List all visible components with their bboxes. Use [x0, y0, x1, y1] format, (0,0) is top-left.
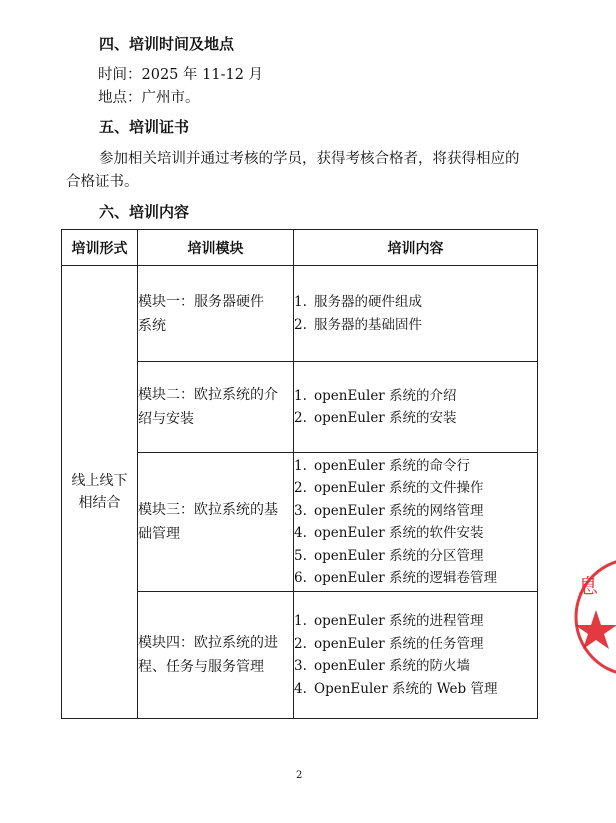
module-2-content	[294, 362, 538, 453]
module-4-content	[294, 592, 538, 719]
training-content-table	[61, 229, 538, 719]
module-1-name-line-2: 系统	[138, 317, 166, 334]
list-item	[294, 455, 537, 478]
training-form-cell	[62, 266, 138, 719]
module-3-content	[294, 453, 538, 592]
list-item	[294, 385, 537, 408]
list-item	[294, 291, 537, 314]
list-item	[294, 477, 537, 500]
module-3-name-line-2: 础管理	[138, 526, 180, 542]
list-item	[294, 500, 537, 523]
module-4-name	[138, 592, 294, 719]
item-number: 2.	[294, 635, 307, 652]
module-4-name-line-2: 程、任务与服务管理	[138, 659, 264, 675]
list-item	[294, 655, 537, 678]
item-text: openEuler 系统的任务管理	[314, 635, 484, 652]
item-text: 服务器的基础固件	[314, 316, 422, 333]
list-item	[294, 407, 537, 430]
item-text: 服务器的硬件组成	[314, 294, 422, 310]
item-number: 6.	[294, 570, 307, 586]
list-item	[294, 678, 537, 701]
module-4-name-line-1: 模块四：欧拉系统的进	[138, 635, 278, 651]
item-text: openEuler 系统的网络管理	[314, 502, 484, 519]
header-training-module: 培训模块	[138, 230, 294, 266]
module-2-name-line-1: 模块二：欧拉系统的介	[138, 387, 278, 403]
item-number: 2.	[294, 316, 307, 333]
certificate-text-line-1: 参加相关培训并通过考核的学员，获得考核合格者，将获得相应的	[99, 151, 520, 167]
seal-text: 息	[578, 574, 598, 598]
page-number: 2	[296, 770, 303, 781]
section-heading-certificate: 五、培训证书	[99, 118, 190, 136]
module-1-name-line-1: 模块一：服务器硬件	[138, 293, 264, 310]
item-text: openEuler 系统的进程管理	[314, 613, 484, 629]
item-text: openEuler 系统的软件安装	[314, 525, 484, 541]
item-number: 4.	[294, 680, 307, 697]
item-text: openEuler 系统的防火墙	[314, 658, 471, 674]
module-2-name-line-2: 绍与安装	[138, 411, 194, 427]
module-3-name	[138, 453, 294, 592]
item-text: OpenEuler 系统的 Web 管理	[314, 680, 498, 697]
item-text: openEuler 系统的文件操作	[314, 480, 484, 496]
item-number: 1.	[294, 457, 307, 474]
official-seal-stamp	[572, 555, 616, 685]
item-text: openEuler 系统的命令行	[314, 457, 471, 474]
item-text: openEuler 系统的安装	[314, 410, 457, 426]
list-item	[294, 314, 537, 337]
section-heading-time-place: 四、培训时间及地点	[99, 35, 235, 53]
item-text: openEuler 系统的逻辑卷管理	[314, 570, 498, 586]
table-header-row	[62, 230, 538, 266]
item-number: 1.	[294, 613, 307, 629]
module-1-content	[294, 266, 538, 362]
list-item	[294, 610, 537, 633]
training-time: 时间：2025 年 11-12 月	[98, 67, 264, 83]
training-form-line-2: 相结合	[78, 495, 121, 511]
list-item	[294, 633, 537, 656]
list-item	[294, 522, 537, 545]
training-place: 地点：广州市。	[98, 90, 200, 106]
module-2-name	[138, 362, 294, 453]
item-number: 3.	[294, 658, 307, 674]
header-training-content: 培训内容	[294, 230, 538, 266]
item-number: 5.	[294, 547, 307, 564]
module-1-name	[138, 266, 294, 362]
item-number: 2.	[294, 480, 307, 496]
item-text: openEuler 系统的介绍	[314, 387, 457, 404]
list-item	[294, 545, 537, 568]
certificate-text-line-2: 合格证书。	[66, 174, 139, 190]
item-number: 3.	[294, 502, 307, 519]
module-3-name-line-1: 模块三：欧拉系统的基	[138, 502, 278, 518]
table-row-module-1	[62, 266, 538, 362]
item-number: 1.	[294, 387, 307, 404]
header-training-form: 培训形式	[62, 230, 138, 266]
list-item	[294, 567, 537, 590]
item-number: 2.	[294, 410, 307, 426]
item-text: openEuler 系统的分区管理	[314, 547, 484, 564]
item-number: 1.	[294, 294, 307, 310]
item-number: 4.	[294, 525, 307, 541]
section-heading-content: 六、培训内容	[99, 203, 190, 221]
training-form-line-1: 线上线下	[71, 473, 128, 489]
